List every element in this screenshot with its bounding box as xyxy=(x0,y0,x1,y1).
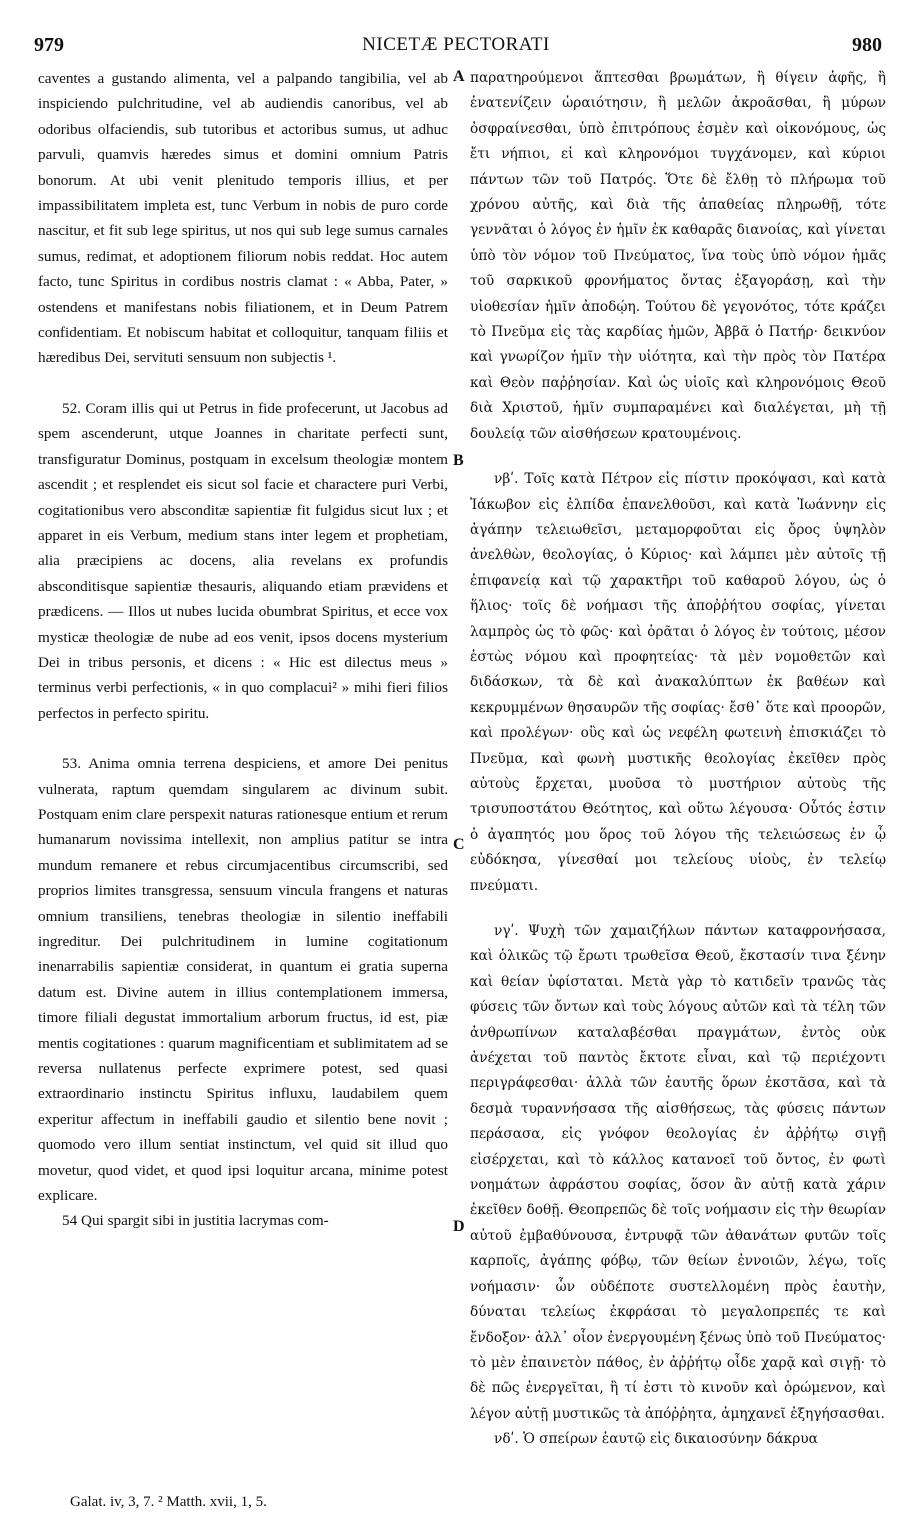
latin-paragraph-continuation: caventes a gustando alimenta, vel a palpando tangibilia, vel ab inspiciendo pulchritudine, vel ab audiendis canoribus, vel ab odoribus olfaciendis, sub tutoribus et actoribus sumus, ut adhuc parvuli, quamvis hæredes simus et domini omnium Patris bonorum. At ubi venit plenitudo temporis illius, et per impassibilitatem impleta est, tunc Verbum in nobis de puro corde nascitur, et fit sub lege spiritus, ut nos qui sub lege sumus carnales sumus, redimat, et adoptionem filiorum nobis reddat. Hoc autem facto, tunc Spiritus in cordibus nostris clamat : « Abba, Pater, » ostendens et manifestans nobis filiationem, et in Deum Patrem confidentiam. Et nobiscum habitat et colloquitur, tanquam filiis et hæredibus Dei, servituti sensuum non subjectis ¹. xyxy=(38,70,448,367)
margin-letter-c: C xyxy=(453,836,465,853)
page-number-left: 979 xyxy=(34,34,64,56)
margin-letter-d: D xyxy=(453,1218,465,1235)
running-header xyxy=(30,34,882,60)
greek-paragraph-53: νγʹ. Ψυχὴ τῶν χαμαιζήλων πάντων καταφρονήσασα, καὶ ὁλικῶς τῷ ἔρωτι τρωθεῖσα Θεοῦ, ἔκστασίν τινα ξένην καὶ θείαν ὑφίσταται. Μετὰ γὰρ τὸ κατιδεῖν τρανῶς τὰς φύσεις τῶν ὄντων καὶ τοὺς λόγους αὐτῶν καὶ τὰ τέλη τῶν ἀνθρωπίνων καταλαβέσθαι πραγμάτων, ἐντὸς οὐκ ἀνέχεται τοῦ παντὸς ἔκτοτε εἶναι, καὶ τῷ περιέχοντι περιγράφεσθαι· ἀλλὰ τῶν ἑαυτῆς ὅρων ἐκστᾶσα, καὶ τὰ δεσμὰ τυραννήσασα τῆς αἰσθήσεως, τὰς φύσεις πάντων περάσασα, εἰς γνόφον θεολογίας ἐν ἀῤῥήτῳ σιγῇ εἰσέρχεται, καὶ τὸ κάλλος κατανοεῖ τοῦ ὄντος, ἐν φωτὶ νοημάτων ἀφράστου σοφίας, ὅσον ἂν αὐτῇ κατὰ χάριν ἐκεῖθεν δοθῇ. Θεοπρεπῶς δὲ τοῖς νοήμασιν εἰς τὴν θεωρίαν αὐτοῦ ἐμβαθύνουσα, ἐντρυφᾷ τῶν ἀθανάτων φυτῶν τοῖς καρποῖς, ἀγάπης φόβῳ, τῶν θείων ἐννοιῶν, λέγω, τοῖς νοήμασιν· ὧν οὐδέποτε συστελλομένη πρὸς ἑαυτὴν, δύναται τελείως ἐκφράσαι τὸ μεγαλοπρεπές τε καὶ ἔνδοξον· ἀλλ᾽ οἷον ἐνεργουμένη ξένως ὑπὸ τοῦ Πνεύματος· τὸ μὲν ἐπαινετὸν πάθος, ἐν ἀῤῥήτῳ οἶδε χαρᾷ καὶ σιγῇ· τὸ δὲ πῶς ἐνεργεῖται, ἢ τί ἐστι τὸ κινοῦν καὶ ὁρώμενον, καὶ λέγον αὐτῇ μυστικῶς τὰ ἀπόῤῥητα, ἀμηχανεῖ ἐξηγήσασθαι. xyxy=(470,923,886,1422)
margin-letter-b: B xyxy=(453,452,464,469)
latin-column xyxy=(38,66,448,1234)
latin-paragraph-53: 53. Anima omnia terrena despiciens, et amore Dei penitus vulnerata, raptum quemdam singularem ac divinum subit. Postquam enim clare perspexit naturas rationesque entium et rerum humanarum novissima intellexit, non amplius patitur se intra mundum remanere et rebus circumjacentibus circumscribi, sed proprios limites transgressa, sensuum vincula frangens et naturas omnium transiliens, tenebras theologiæ in silentio ineffabili ingreditur. Dei pulchritudinem in lumine cogitationum inenarrabilis sapientiæ considerat, in quantum ei gratia superna datum est. Divine autem in illius contemplationem immersa, timore filiali degustat immortalium arborum fructus, id est, piæ mentis cogitationes : quarum magnificentiam et sublimitatem ad se reversa nullatenus perfecte exprimere potest, sed quasi extraordinario instinctu Spiritus influxu, laudabilem quem experitur affectum in ineffabili gaudio et silentio bene novit ; quomodo vero illum sentiat instinctum, vel quid sit illud quo movetur, quod videt, et quod ipsi loquitur arcana, minime potest explicare. xyxy=(38,755,448,1205)
latin-paragraph-52: 52. Coram illis qui ut Petrus in fide profecerunt, ut Jacobus ad spem ascenderunt, utque Joannes in charitate perfecti sunt, transfiguratur Dominus, postquam in excelsum theologiæ montem ascendit ; et resplendet eis sicut sol facie et charactere puri Verbi, cogitationibus vero absconditæ sapientiæ fit fulgidus sicut lux ; et apparet in eis Verbum, medium stans inter legem et prophetiam, alia præcipiens ac docens, alia revelans ex profundis absconditisque sapientiæ thesauris, aliquando etiam prævidens et prædicens. — Illos ut nubes lucida obumbrat Spiritus, et ecce vox mysticæ theologiæ de nube ad eos venit, ipsos docens mysterium Dei in tribus personis, et dicens : « Hic est dilectus meus » terminus verbi perfectionis, « in quo complacui² » mihi fieri filios perfectos in perfecto spiritu. xyxy=(38,399,448,722)
running-title: NICETÆ PECTORATI xyxy=(362,34,550,55)
latin-paragraph-54: 54 Qui spargit sibi in justitia lacrymas com- xyxy=(62,1212,329,1230)
margin-letter-a: A xyxy=(453,68,465,85)
greek-column xyxy=(470,66,886,1453)
page-number-right: 980 xyxy=(852,34,882,56)
footnotes: Galat. iv, 3, 7. ² Matth. xvii, 1, 5. xyxy=(70,1494,267,1510)
greek-paragraph-54: νδʹ. Ὁ σπείρων ἑαυτῷ εἰς δικαιοσύνην δάκρυα xyxy=(494,1431,818,1448)
greek-paragraph-continuation: παρατηρούμενοι ἅπτεσθαι βρωμάτων, ἢ θίγειν ἁφῆς, ἢ ἐνατενίζειν ὡραιότησιν, ἢ μελῶν ἀκροᾶσθαι, ἢ μύρων ὀσφραίνεσθαι, ὑπὸ ἐπιτρόπους ἐσμὲν καὶ οἰκονόμους, ὡς ἔτι νήπιοι, εἰ καὶ κληρονόμοι τυγχάνομεν, καὶ κύριοι πάντων τῶν τοῦ Πατρός. Ὅτε δὲ ἔλθῃ τὸ πλήρωμα τοῦ χρόνου αὐτῆς, καὶ διὰ τῆς ἀπαθείας πληρωθῇ, τότε γεννᾶται ὁ λόγος ἐν ἡμῖν ἐκ καθαρᾶς διανοίας, καὶ γίνεται ὑπὸ τὸν νόμον τοῦ Πνεύματος, ἵνα τοὺς ὑπὸ νόμον ἡμᾶς τοῦ σαρκικοῦ φρονήματος ὄντας ἐξαγοράσῃ, καὶ τὴν υἱοθεσίαν ἡμῖν ἀποδῴη. Τούτου δὲ γεγονότος, τότε κράζει τὸ Πνεῦμα εἰς τὰς καρδίας ἡμῶν, Ἀββᾶ ὁ Πατήρ· δεικνύον καὶ γνωρίζον ἡμῖν τὴν υἱότητα, καὶ τὴν πρὸς τὸν Πατέρα καὶ Θεὸν παῤῥησίαν. Καὶ ὡς υἱοῖς καὶ κληρονόμοις Θεοῦ διὰ Χριστοῦ, ἡμῖν συμπαραμένει καὶ διαλέγεται, μὴ τῇ δουλείᾳ τῶν αἰσθήσεων κρατουμένοις. xyxy=(470,70,886,442)
greek-paragraph-52: νβʹ. Τοῖς κατὰ Πέτρον εἰς πίστιν προκόψασι, καὶ κατὰ Ἰάκωβον εἰς ἐλπίδα ἐπανελθοῦσι, καὶ κατὰ Ἰωάννην εἰς ἀγάπην τελειωθεῖσι, μεταμορφοῦται εἰς ὄρος ὑψηλὸν ἀνελθὼν, θεολογίας, ὁ Κύριος· καὶ λάμπει μὲν αὐτοῖς τῇ ἐπιφανείᾳ καὶ τῷ χαρακτῆρι τοῦ καθαροῦ λόγου, ὡς ὁ ἥλιος· τοῖς δὲ νοήμασι τῆς ἀποῤῥήτου σοφίας, γίνεται λαμπρὸς ὡς τὸ φῶς· καὶ ὁρᾶται ὁ λόγος ἐν τούτοις, μέσον ἑστὼς νόμου καὶ προφητείας· τὰ μὲν νομοθετῶν καὶ διδάσκων, τὰ δὲ καὶ ἀνακαλύπτων ἐκ βαθέων καὶ κεκρυμμένων θησαυρῶν τῆς σοφίας· ἔσθ᾽ ὅτε καὶ προορῶν, καὶ προλέγων· οὓς καὶ ὡς νεφέλη φωτεινὴ ἐπισκιάζει τὸ Πνεῦμα, καὶ φωνὴ μυστικῆς θεολογίας ἐκεῖθεν πρὸς αὐτοὺς ἔρχεται, μυοῦσα τὸ μυστήριον αὐτοὺς τῆς τρισυποστάτου Θεότητος, καὶ οὕτω λέγουσα· Οὗτός ἐστιν ὁ ἀγαπητός μου ὅρος τοῦ λόγου τῆς τελειώσεως ἐν ᾧ εὐδόκησα, γίνεσθαί μοι τελείους υἱοὺς, ἐν τελείῳ πνεύματι. xyxy=(470,471,886,894)
